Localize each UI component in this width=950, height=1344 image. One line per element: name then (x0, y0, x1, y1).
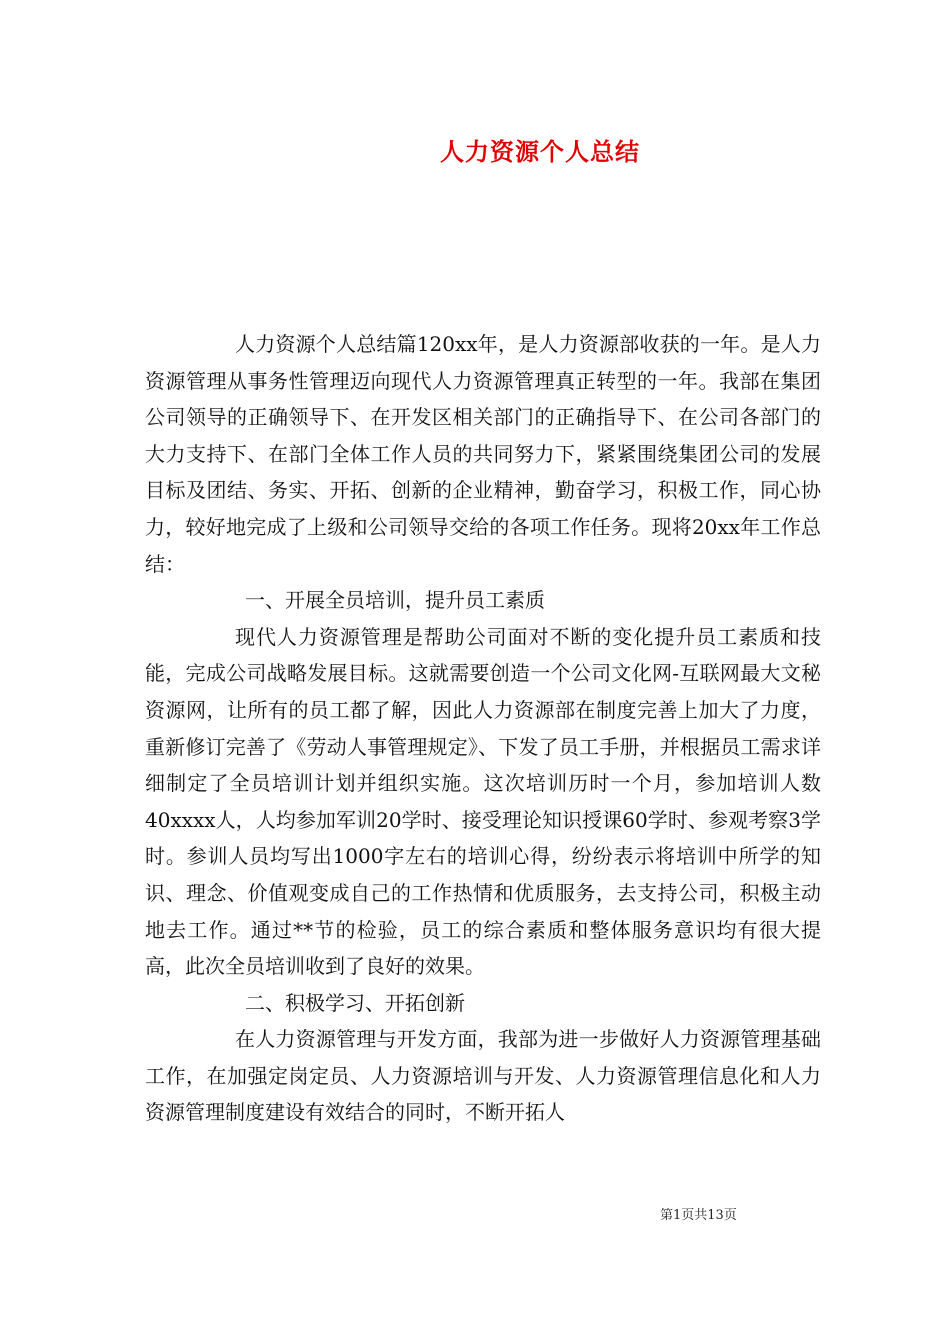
document-title: 人力资源个人总结 (440, 137, 640, 166)
paragraph-innovation: 在人力资源管理与开发方面，我部为进一步做好人力资源管理基础工作，在加强定岗定员、人力资源培训与开发、人力资源管理信息化和人力资源管理制度建设有效结合的同时，不断开拓人 (145, 1027, 821, 1125)
document-body (145, 326, 821, 1131)
page-number-footer: 第1页共13页 (660, 1208, 737, 1223)
section-heading-1: 一、开展全员培训，提升员工素质 (245, 588, 545, 613)
section-heading-2: 二、积极学习、开拓创新 (245, 990, 465, 1015)
paragraph-intro: 人力资源个人总结篇120xx年，是人力资源部收获的一年。是人力资源管理从事务性管理迈向现代人力资源管理真正转型的一年。我部在集团公司领导的正确领导下、在开发区相关部门的正确指导下、在公司各部门的大力支持下、在部门全体工作人员的共同努力下，紧紧围绕集团公司的发展目标及团结、务实、开拓、创新的企业精神，勤奋学习，积极工作，同心协力，较好地完成了上级和公司领导交给的各项工作任务。现将20xx年工作总结： (145, 332, 821, 576)
paragraph-training: 现代人力资源管理是帮助公司面对不断的变化提升员工素质和技能，完成公司战略发展目标。这就需要创造一个公司文化网-互联网最大文秘资源网，让所有的员工都了解，因此人力资源部在制度完善上加大了力度，重新修订完善了《劳动人事管理规定》、下发了员工手册，并根据员工需求详细制定了全员培训计划并组织实施。这次培训历时一个月，参加培训人数40xxxx人，人均参加军训20学时、接受理论知识授课60学时、参观考察3学时。参训人员均写出1000字左右的培训心得，纷纷表示将培训中所学的知识、理念、价值观变成自己的工作热情和优质服务，去支持公司，积极主动地去工作。通过**节的检验，员工的综合素质和整体服务意识均有很大提高，此次全员培训收到了良好的效果。 (145, 624, 821, 979)
